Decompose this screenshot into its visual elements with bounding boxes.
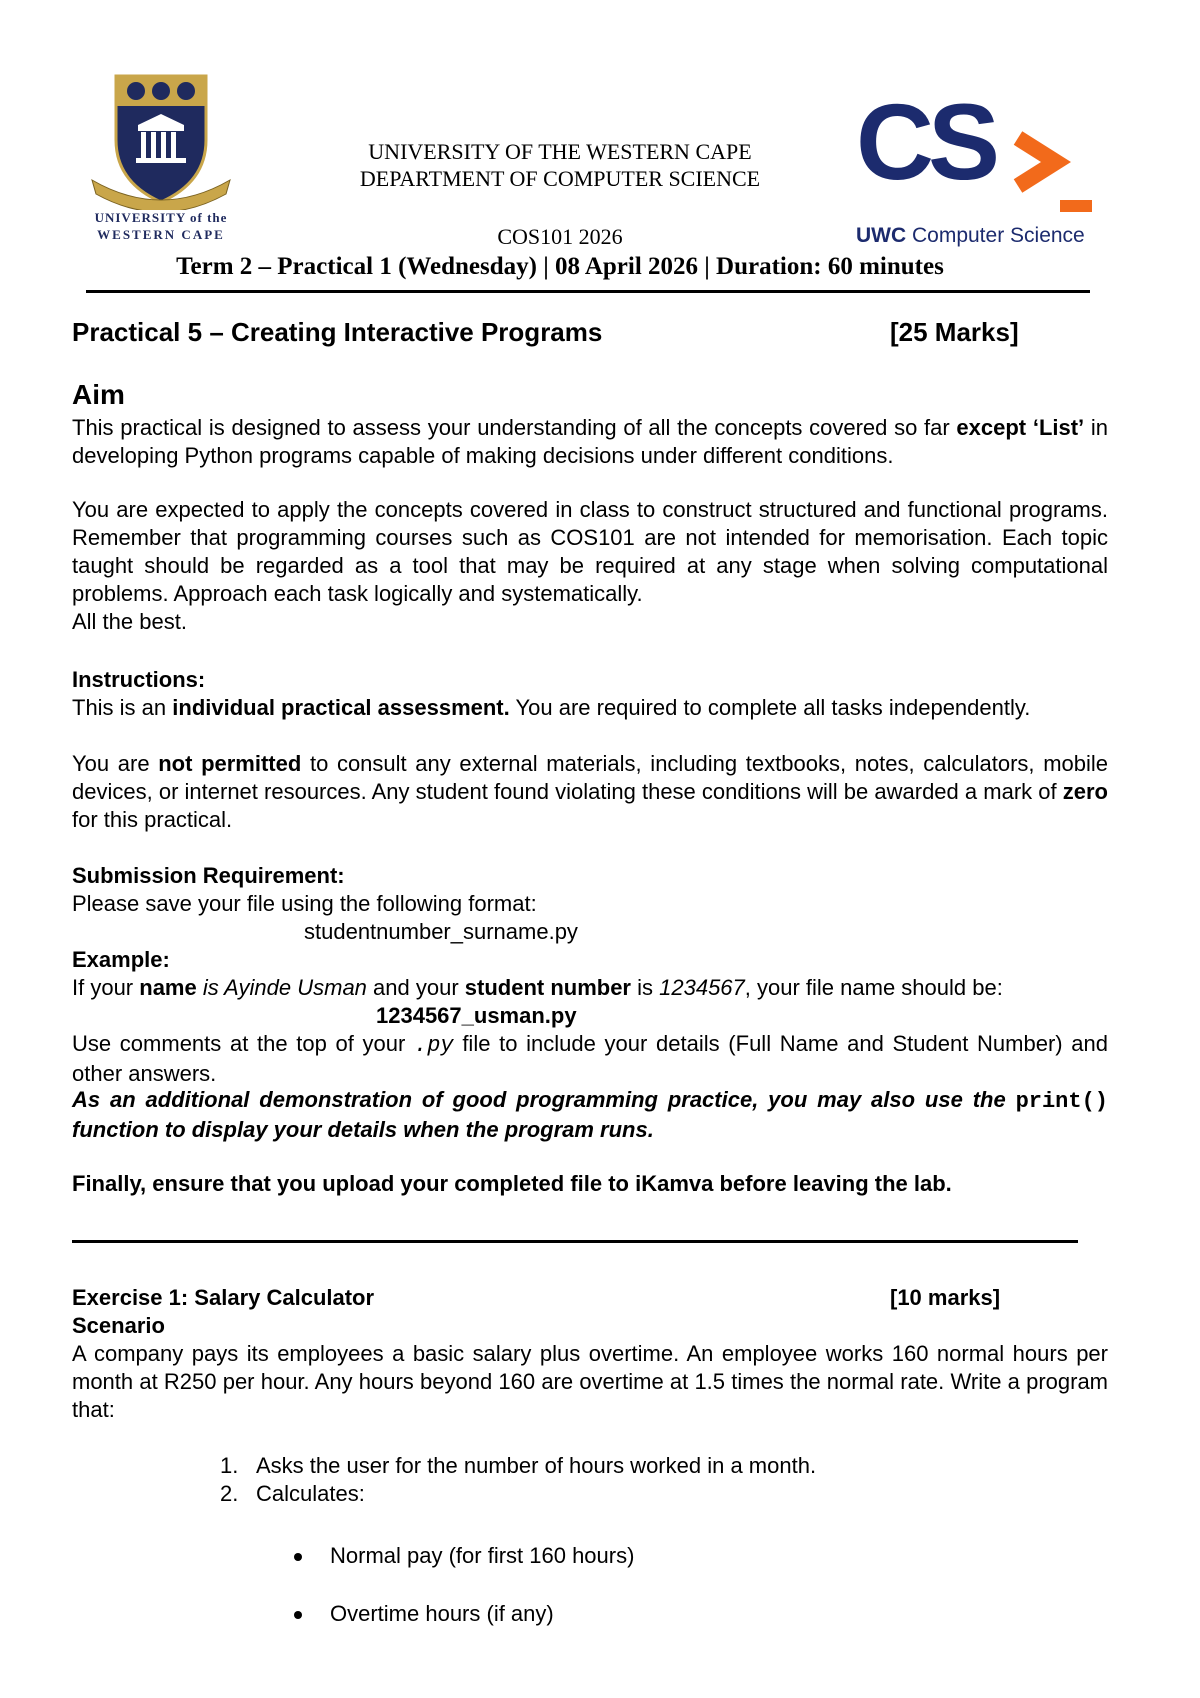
university-name: UNIVERSITY OF THE WESTERN CAPE — [368, 139, 752, 164]
submission-line-1: Please save your file using the following format: — [72, 891, 537, 916]
instructions-heading: Instructions: — [72, 667, 206, 692]
practical-marks: [25 Marks] — [890, 317, 1019, 347]
practice-code: print() — [1015, 1089, 1108, 1114]
example-text-d: is — [631, 975, 660, 1000]
uwc-crest-logo — [86, 70, 236, 245]
crest-shield-icon — [86, 70, 236, 210]
bullet-dot-icon — [294, 1553, 302, 1561]
example-file-name: 1234567_usman.py — [376, 1003, 577, 1028]
crest-text-university: UNIVERSITY of the — [94, 210, 228, 225]
department-name: DEPARTMENT OF COMPUTER SCIENCE — [359, 166, 761, 191]
example-name-value: is Ayinde Usman — [202, 975, 367, 1000]
submission-heading: Submission Requirement: — [72, 863, 345, 888]
example-name-label: name — [139, 975, 197, 1000]
instructions-l2-text-mid: to consult any external materials, including textbooks, notes, calculators, mobile devices, or internet resources. Any student found violating these conditions will be awarded a mark of — [72, 751, 1108, 804]
course-code: COS101 2026 — [497, 224, 623, 249]
instructions-l2-text: You are — [72, 751, 159, 776]
aim-paragraph-2: You are expected to apply the concepts covered in class to construct structured and functional programs. Remember that programming courses such as COS101 are not intended for memorisation. Each topic taught should be regarded as a tool that may be required at any stage when solving computational problems. Approach each task logically and systematically. — [72, 497, 1108, 606]
example-text-a: If your — [72, 975, 140, 1000]
bullet-item: Overtime hours (if any) — [330, 1601, 554, 1626]
step-number: 1. — [220, 1453, 239, 1478]
aim-p1-text-end: in developing Python programs capable of making decisions under different conditions. — [72, 415, 1108, 468]
step-2-text: Calculates: — [256, 1481, 365, 1506]
instructions-l2-bold: not permitted — [158, 751, 302, 776]
final-instruction: Finally, ensure that you upload your completed file to iKamva before leaving the lab. — [72, 1171, 952, 1196]
instructions-l1-bold: individual practical assessment. — [172, 695, 510, 720]
chevron-right-icon — [1012, 110, 1092, 220]
good-practice-note — [72, 1086, 1108, 1144]
bullet-dot-icon — [294, 1611, 302, 1619]
instructions-l1-text-end: You are required to complete all tasks independently. — [509, 695, 1031, 720]
example-text-e: , your file name should be: — [744, 975, 1003, 1000]
cs-logo-caption — [856, 224, 1085, 248]
exercise-1-marks: [10 marks] — [890, 1285, 1001, 1310]
cs-logo-caption-rest: Computer Science — [906, 224, 1085, 247]
instructions-l1-text: This is an — [72, 695, 173, 720]
instructions-line-1 — [72, 694, 1108, 722]
step-number: 2. — [220, 1481, 239, 1506]
aim-paragraph-3: All the best. — [72, 609, 187, 634]
scenario-text: A company pays its employees a basic salary plus overtime. An employee works 160 normal hours per month at R250 per hour. Any hours beyond 160 are overtime at 1.5 times the normal rate. Write a program that: — [72, 1341, 1108, 1422]
step-1-text: Asks the user for the number of hours worked in a month. — [256, 1453, 817, 1478]
step-2 — [220, 1480, 238, 1508]
term-line: Term 2 – Practical 1 (Wednesday) | 08 April 2026 | Duration: 60 minutes — [176, 253, 944, 280]
step-1 — [220, 1452, 238, 1480]
practice-text-b: function to display your details when the program runs. — [72, 1117, 654, 1142]
cs-logo-letters: CS — [856, 81, 995, 202]
practice-text-a: As an additional demonstration of good programming practice, you may also use the — [72, 1087, 1016, 1112]
practical-title: Practical 5 – Creating Interactive Programs — [72, 317, 603, 347]
aim-p1-bold: except ‘List’ — [956, 415, 1085, 440]
submission-format: studentnumber_surname.py — [304, 919, 578, 944]
scenario-heading: Scenario — [72, 1313, 165, 1338]
comments-text-a: Use comments at the top of your — [72, 1031, 415, 1056]
aim-paragraph-1 — [72, 414, 1108, 470]
comments-text-b: file to include your details (Full Name and Student Number) and other answers. — [72, 1031, 1108, 1086]
aim-p1-text: This practical is designed to assess your understanding of all the concepts covered so far — [72, 415, 957, 440]
example-number-value: 1234567 — [659, 975, 745, 1000]
aim-heading: Aim — [72, 379, 125, 410]
instructions-l2-text-end: for this practical. — [72, 807, 233, 832]
example-text-c: and your — [366, 975, 465, 1000]
comments-code: .py — [414, 1033, 454, 1058]
example-line — [72, 974, 1122, 1002]
example-heading: Example: — [72, 947, 170, 972]
crest-text-western-cape: WESTERN CAPE — [97, 227, 225, 242]
exercise-1-title: Exercise 1: Salary Calculator — [72, 1285, 375, 1310]
uwc-cs-logo — [856, 81, 1100, 250]
header-divider — [86, 290, 1090, 293]
comments-instruction — [72, 1030, 1108, 1088]
instructions-line-2 — [72, 750, 1108, 834]
section-divider — [72, 1240, 1078, 1243]
cs-logo-caption-bold: UWC — [856, 224, 907, 247]
bullet-item: Normal pay (for first 160 hours) — [330, 1543, 635, 1568]
instructions-l2-zero: zero — [1062, 779, 1108, 804]
example-number-label: student number — [464, 975, 631, 1000]
